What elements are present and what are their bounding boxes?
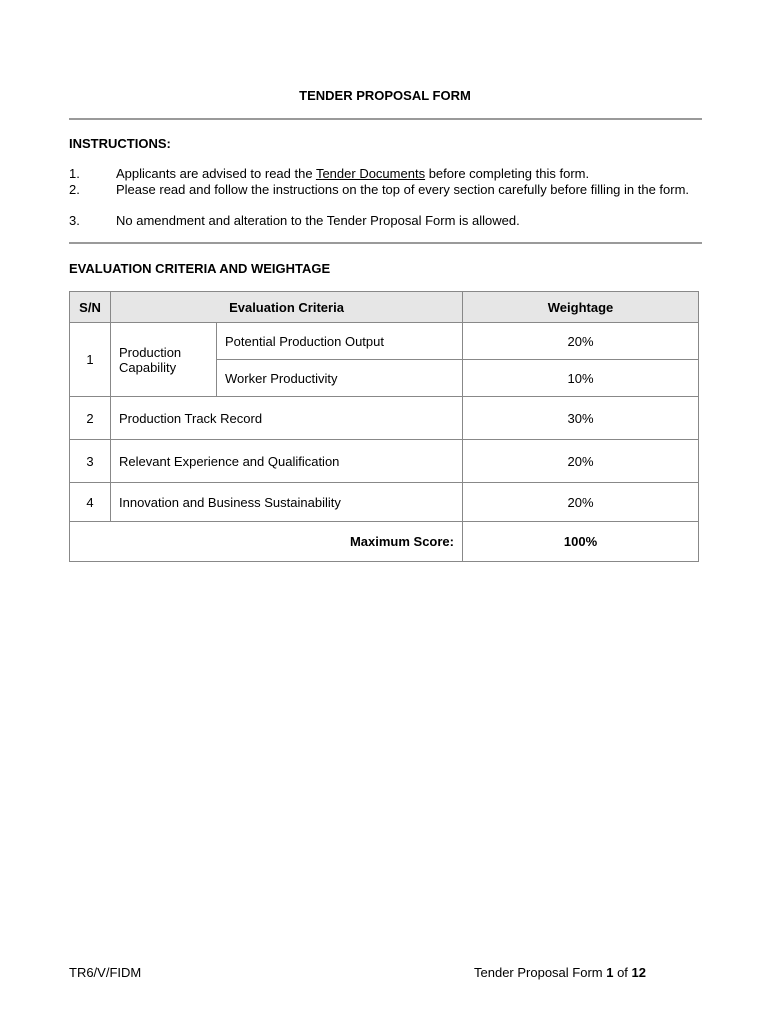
form-title: TENDER PROPOSAL FORM (299, 88, 471, 103)
instruction-number: 1. (69, 166, 80, 181)
max-score-row (70, 522, 699, 562)
total-pages: 12 (631, 965, 647, 980)
table-row (70, 323, 699, 360)
criteria-cell: Production Track Record (111, 397, 463, 440)
criteria-cell: Relevant Experience and Qualification (111, 440, 463, 483)
divider-middle (69, 242, 702, 244)
criteria-cell: Innovation and Business Sustainability (111, 483, 463, 522)
instruction-text-after: before completing this form. (425, 166, 590, 181)
weightage-cell: 30% (463, 397, 699, 440)
max-score-label: Maximum Score: (70, 522, 463, 562)
table-row (70, 397, 699, 440)
sn-cell: 1 (70, 323, 111, 397)
tender-documents-link[interactable]: Tender Documents (315, 166, 426, 181)
table-row (70, 440, 699, 483)
instruction-item-2 (69, 182, 709, 198)
instruction-item-3 (69, 213, 709, 229)
footer-of: of (613, 965, 632, 980)
sn-cell: 3 (70, 440, 111, 483)
criteria-cell: Potential Production Output (217, 323, 463, 360)
weightage-cell: 20% (463, 483, 699, 522)
header-criteria: Evaluation Criteria (111, 292, 463, 323)
weightage-cell: 20% (463, 323, 699, 360)
instruction-text: Please read and follow the instructions on the top of every section carefully before filling in the form. (116, 182, 690, 197)
instruction-text-before: Applicants are advised to read the (116, 166, 316, 181)
instruction-item-1 (69, 166, 709, 182)
weightage-cell: 20% (463, 440, 699, 483)
footer-form-name: Tender Proposal Form (474, 965, 607, 980)
evaluation-heading: EVALUATION CRITERIA AND WEIGHTAGE (69, 261, 331, 276)
evaluation-criteria-table (69, 291, 699, 562)
header-weightage: Weightage (463, 292, 699, 323)
instruction-number: 3. (69, 213, 80, 228)
table-row (70, 483, 699, 522)
instructions-heading: INSTRUCTIONS: (69, 136, 171, 151)
document-code: TR6/V/FIDM (69, 965, 142, 980)
divider-top (69, 118, 702, 120)
instruction-text: No amendment and alteration to the Tender Proposal Form is allowed. (116, 213, 520, 228)
instruction-number: 2. (69, 182, 80, 197)
max-score-value: 100% (463, 522, 699, 562)
sn-cell: 2 (70, 397, 111, 440)
weightage-cell: 10% (463, 360, 699, 397)
header-sn: S/N (70, 292, 111, 323)
group-cell: Production Capability (111, 323, 217, 397)
criteria-cell: Worker Productivity (217, 360, 463, 397)
current-page-number: 1 (606, 965, 614, 980)
sn-cell: 4 (70, 483, 111, 522)
page-indicator (474, 965, 646, 980)
